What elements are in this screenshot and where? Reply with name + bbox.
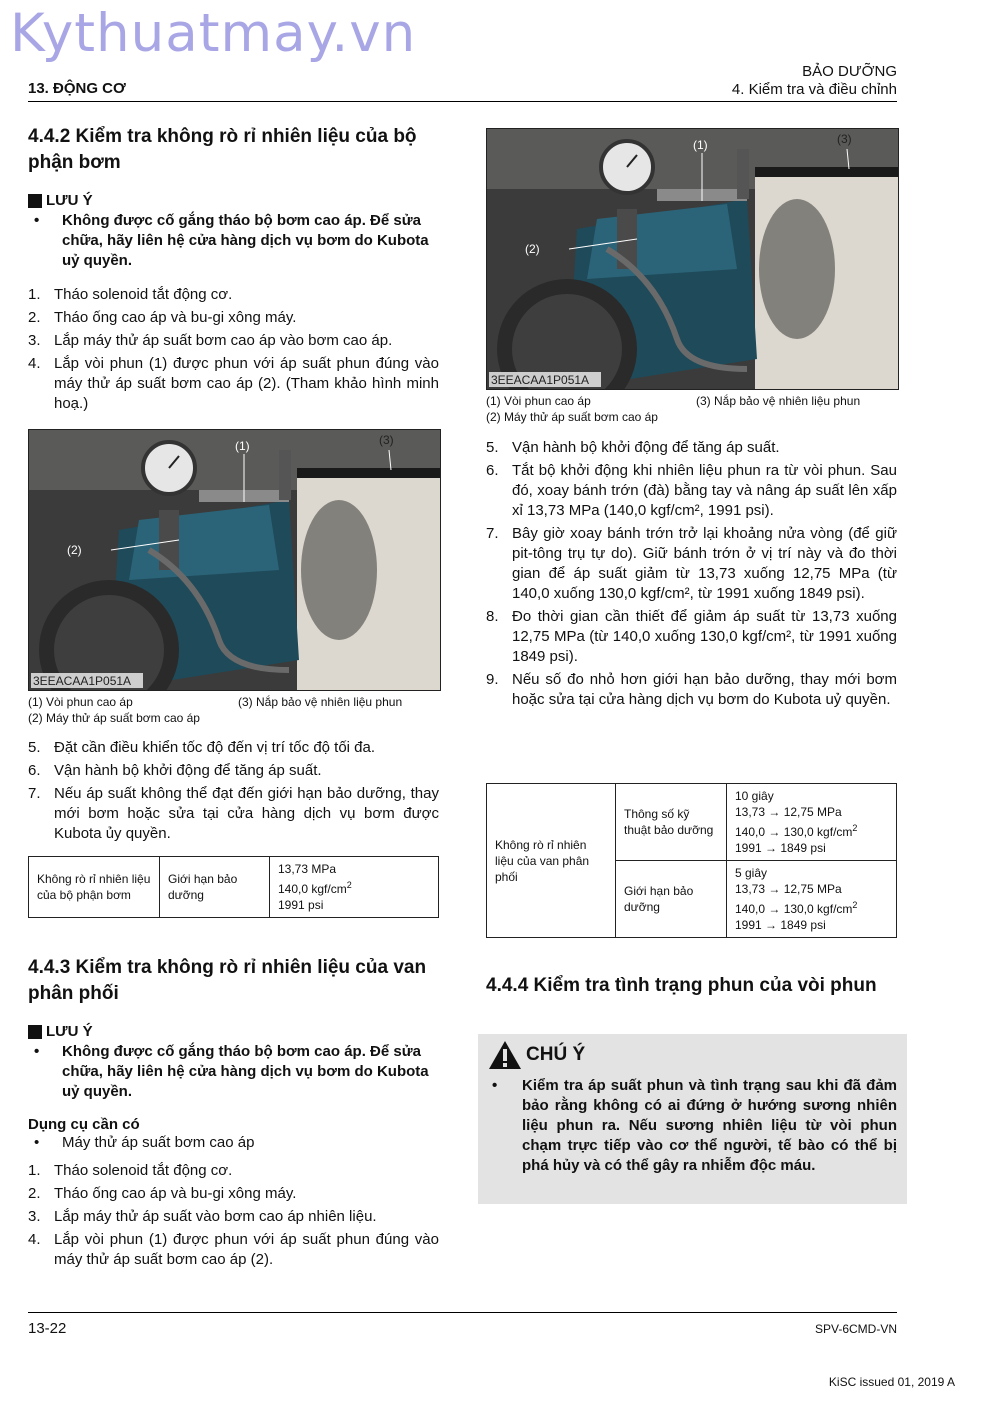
- header-rule: [28, 101, 897, 102]
- list-item: 6. Vận hành bộ khởi động để tăng áp suất.: [28, 762, 322, 779]
- caption-1: (1) Vòi phun cao áp: [28, 695, 133, 709]
- figure-code: 3EEACAA1P051A: [491, 373, 590, 387]
- list-item: 9. Nếu số đo nhỏ hơn giới hạn bảo dưỡng, thay mới bơm hoặc sửa tại cửa hàng dịch vụ bơm do Kubota uỷ quyền.: [486, 671, 897, 708]
- section-443-title: 4.4.3 Kiểm tra không rò rỉ nhiên liệu của van phân phối: [28, 957, 427, 1004]
- caption-1: (1) Vòi phun cao áp: [486, 394, 591, 408]
- caption-2: (2) Máy thử áp suất bơm cao áp: [28, 711, 200, 725]
- caution-title: [488, 1040, 907, 1070]
- list-item: 5. Đặt cần điều khiển tốc độ đến vị trí tốc độ tối đa.: [28, 739, 376, 756]
- caption-2: (2) Máy thử áp suất bơm cao áp: [486, 410, 658, 424]
- callout-3: (3): [379, 433, 394, 447]
- engine-photo: [28, 429, 441, 691]
- watermark: Kythuatmay.vn: [10, 3, 417, 64]
- list-item: 4. Lắp vòi phun (1) được phun với áp suất phun đúng vào máy thử áp suất bơm cao áp (2).: [28, 1231, 439, 1268]
- document-code: SPV-6CMD-VN: [814, 1322, 897, 1336]
- callout-1: (1): [235, 439, 250, 453]
- warning-icon: [488, 1040, 522, 1070]
- note-square-icon: [28, 1025, 42, 1039]
- section-4-4-4: [486, 973, 897, 999]
- section-4-4-3: [28, 955, 439, 1273]
- callout-3: (3): [837, 132, 852, 146]
- list-item: 3. Lắp máy thử áp suất bơm cao áp vào bơm cao áp.: [28, 332, 393, 349]
- list-item: 7. Nếu áp suất không thể đạt đến giới hạn bảo dưỡng, thay mới bơm hoặc sửa tại cửa hàng dịch vụ bơm được Kubota ủy quyền.: [28, 785, 439, 842]
- callout-2: (2): [525, 242, 540, 256]
- section-442-title: 4.4.2 Kiểm tra không rò rỉ nhiên liệu của bộ phận bơm: [28, 126, 417, 173]
- spec-table-442: [28, 856, 439, 918]
- note-label: [28, 192, 439, 209]
- list-item: 2. Tháo ống cao áp và bu-gi xông máy.: [28, 1185, 297, 1202]
- spec-table-443: [486, 783, 897, 938]
- list-item: 4. Lắp vòi phun (1) được phun với áp suất phun đúng vào máy thử áp suất bơm cao áp (2). (Tham khảo hình minh hoạ.): [28, 355, 439, 412]
- tools-item: [28, 1133, 439, 1153]
- table-cell: Giới hạn bảo dưỡng: [160, 857, 270, 918]
- list-item: 8. Đo thời gian cần thiết để giảm áp suất từ 13,73 xuống 12,75 MPa (từ 140,0 xuống 130,0 kgf/cm², từ 1991 xuống 1849 psi).: [486, 608, 897, 665]
- list-item: 1. Tháo solenoid tắt động cơ.: [28, 1162, 233, 1179]
- tool-text: Máy thử áp suất bơm cao áp: [62, 1134, 255, 1151]
- tools-title: Dụng cụ cần có: [28, 1116, 140, 1133]
- bullet-icon: •: [492, 1077, 498, 1094]
- note-label-text: LƯU Ý: [46, 1023, 93, 1040]
- list-item: 3. Lắp máy thử áp suất vào bơm cao áp nhiên liệu.: [28, 1208, 377, 1225]
- table-cell: Không rò rỉ nhiên liệu của bộ phận bơm: [29, 857, 160, 918]
- list-item: 2. Tháo ống cao áp và bu-gi xông máy.: [28, 309, 297, 326]
- caution-bullet: [486, 1076, 897, 1176]
- header-right: [732, 63, 897, 99]
- table-cell: Không rò rỉ nhiên liệu của van phân phối: [487, 784, 616, 938]
- steps-list: [28, 1161, 439, 1270]
- header-subcategory: 4. Kiểm tra và điều chỉnh: [731, 81, 897, 98]
- caption-3: (3) Nắp bảo vệ nhiên liệu phun: [696, 394, 861, 408]
- steps-list: [28, 285, 439, 414]
- note-bullet: [28, 1042, 439, 1102]
- section-444-title: 4.4.4 Kiểm tra tình trạng phun của vòi phun: [486, 975, 877, 996]
- table-cell: 10 giây 13,73 → 12,75 MPa 140,0 → 130,0 kgf/$cm^2$ 1991 → 1849 psi: [727, 784, 897, 861]
- figure-caption: [28, 694, 439, 726]
- section-4-4-2: [28, 124, 439, 417]
- list-item: 7. Bây giờ xoay bánh trớn trở lại khoảng nửa vòng (để giữ pit-tông trụ tự do). Giữ bánh trớn ở vị trí này và đo thời gian để áp suất giảm từ 13,73 xuống 12,75 MPa (từ 140,0 xuống 130,0 kgf/cm², từ 1991 xuống 1849 psi).: [486, 525, 897, 602]
- page-number: 13-22: [28, 1320, 67, 1337]
- caution-label: CHÚ Ý: [526, 1044, 586, 1065]
- section-title: 13. ĐỘNG CƠ: [28, 80, 126, 97]
- figure-code: 3EEACAA1P051A: [33, 674, 132, 688]
- note-label-text: LƯU Ý: [46, 192, 93, 209]
- figure-caption-right: [486, 393, 897, 425]
- issued-note: KiSC issued 01, 2019 A: [828, 1375, 955, 1389]
- caution-text: Kiểm tra áp suất phun và tình trạng sau khi đã đảm bảo rằng không có ai đứng ở hướng sương nhiên liệu phun ra. Nếu sương nhiên liệu từ vòi phun chạm trực tiếp vào cơ thể người, tế bào có thể bị phá hủy và có thể gây ra nhiễm độc máu.: [522, 1077, 897, 1174]
- footer-rule: [28, 1312, 897, 1313]
- table-cell: Giới hạn bảo dưỡng: [616, 861, 727, 938]
- bullet-icon: •: [34, 1043, 40, 1060]
- caution-box: [478, 1034, 907, 1204]
- steps-list: [486, 438, 897, 710]
- callout-1: (1): [693, 138, 708, 152]
- table-cell: 13,73 MPa 140,0 kgf/$cm^2$ 1991 psi: [270, 857, 439, 918]
- section-443-steps2: [486, 438, 897, 713]
- note-bullet: [28, 211, 439, 271]
- list-item: 6. Tắt bộ khởi động khi nhiên liệu phun ra từ vòi phun. Sau đó, xoay bánh trớn (đà) bằng tay và nâng áp suất lên xấp xỉ 13,73 MPa (140,0 kgf/cm², 1991 psi).: [486, 462, 897, 519]
- table-cell: 5 giây 13,73 → 12,75 MPa 140,0 → 130,0 kgf/$cm^2$ 1991 → 1849 psi: [727, 861, 897, 938]
- caption-3: (3) Nắp bảo vệ nhiên liệu phun: [238, 695, 403, 709]
- callout-2: (2): [67, 543, 82, 557]
- note-label: [28, 1023, 439, 1040]
- note-text: Không được cố gắng tháo bộ bơm cao áp. Để sửa chữa, hãy liên hệ cửa hàng dịch vụ bơm do Kubota uỷ quyền.: [62, 212, 429, 269]
- engine-photo-right: [486, 128, 899, 390]
- note-square-icon: [28, 194, 42, 208]
- bullet-icon: •: [34, 212, 40, 229]
- table-cell: Thông số kỹ thuật bảo dưỡng: [616, 784, 727, 861]
- list-item: 5. Vận hành bộ khởi động để tăng áp suất.: [486, 439, 780, 456]
- list-item: 1. Tháo solenoid tắt động cơ.: [28, 286, 233, 303]
- section-442-steps2: [28, 738, 439, 847]
- header-category: BẢO DƯỠNG: [802, 63, 897, 80]
- steps-list: [28, 738, 439, 844]
- bullet-icon: •: [34, 1134, 40, 1151]
- note-text: Không được cố gắng tháo bộ bơm cao áp. Để sửa chữa, hãy liên hệ cửa hàng dịch vụ bơm do Kubota uỷ quyền.: [62, 1043, 429, 1100]
